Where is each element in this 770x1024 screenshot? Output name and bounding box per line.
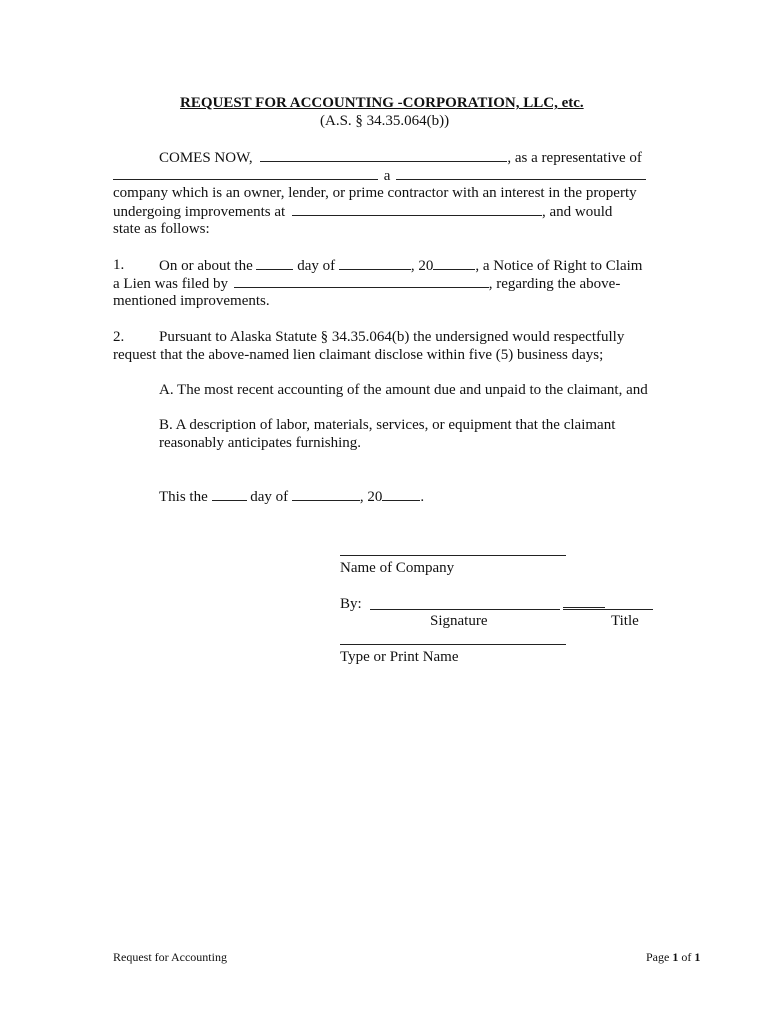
signing-month-field[interactable] <box>292 487 360 501</box>
page-of: of <box>681 950 692 964</box>
title-label: Title <box>611 613 639 629</box>
para1-line-3: mentioned improvements. <box>113 293 270 309</box>
intro-line-4 <box>113 202 612 221</box>
name-of-company-label: Name of Company <box>340 560 455 576</box>
property-address-field[interactable] <box>292 202 542 216</box>
para1-line-1 <box>159 256 642 275</box>
notice-day-field[interactable] <box>256 256 293 270</box>
a-text: a <box>383 168 391 184</box>
lien-claimant-field[interactable] <box>234 274 489 288</box>
dated-end-text: . <box>420 489 425 505</box>
statute-reference: (A.S. § 34.35.064(b)) <box>320 113 450 129</box>
year-prefix-text: , 20 <box>410 258 434 274</box>
title-line[interactable] <box>563 609 653 610</box>
notice-month-field[interactable] <box>339 256 411 270</box>
by-label: By: <box>340 596 362 612</box>
item-b-line-2: reasonably anticipates furnishing. <box>159 435 362 451</box>
dated-year-prefix-text: , 20 <box>359 489 383 505</box>
document-title: REQUEST FOR ACCOUNTING -CORPORATION, LLC, etc. <box>180 95 584 111</box>
comes-now-text: COMES NOW, <box>159 150 253 166</box>
item-b-line-1: B. A description of labor, materials, services, or equipment that the claimant <box>159 417 616 433</box>
regarding-text: , regarding the above- <box>488 276 621 292</box>
company-name-field[interactable] <box>113 166 378 180</box>
signature-label: Signature <box>430 613 488 629</box>
intro-line-1 <box>159 148 642 167</box>
page-prefix: Page <box>646 950 670 964</box>
intro-line-3: company which is an owner, lender, or prime contractor with an interest in the property <box>113 185 637 201</box>
this-the-text: This the <box>159 489 208 505</box>
intro-line-2 <box>113 166 646 185</box>
item-a: A. The most recent accounting of the amount due and unpaid to the claimant, and <box>159 382 648 398</box>
company-name-line[interactable] <box>340 555 566 556</box>
dated-line <box>159 487 424 506</box>
type-or-print-name-label: Type or Print Name <box>340 649 459 665</box>
page-current: 1 <box>672 950 679 964</box>
day-of-text: day of <box>297 258 336 274</box>
para1-line-2 <box>113 274 620 293</box>
para2-line-2: request that the above-named lien claimant disclose within five (5) business days; <box>113 347 604 363</box>
representative-name-field[interactable] <box>260 148 507 162</box>
lien-filed-text: a Lien was filed by <box>113 276 228 292</box>
dated-day-of-text: day of <box>250 489 289 505</box>
company-type-field[interactable] <box>396 166 646 180</box>
undergoing-text: undergoing improvements at <box>113 204 286 220</box>
signature-line[interactable] <box>370 609 560 610</box>
para1-number: 1. <box>113 257 125 273</box>
page-total: 1 <box>694 950 701 964</box>
footer-page-number <box>646 948 700 966</box>
on-or-about-text: On or about the <box>159 258 253 274</box>
print-name-line[interactable] <box>340 644 566 645</box>
and-would-text: , and would <box>541 204 613 220</box>
as-representative-text: , as a representative of <box>507 150 642 166</box>
notice-year-field[interactable] <box>433 256 475 270</box>
intro-line-5: state as follows: <box>113 221 210 237</box>
para2-number: 2. <box>113 329 125 345</box>
footer-left: Request for Accounting <box>113 950 227 964</box>
notice-of-right-text: , a Notice of Right to Claim <box>475 258 643 274</box>
signing-year-field[interactable] <box>382 487 420 501</box>
para2-line-1: Pursuant to Alaska Statute § 34.35.064(b) the undersigned would respectfully <box>159 329 625 345</box>
title-line-accent <box>563 607 605 608</box>
signing-day-field[interactable] <box>212 487 247 501</box>
